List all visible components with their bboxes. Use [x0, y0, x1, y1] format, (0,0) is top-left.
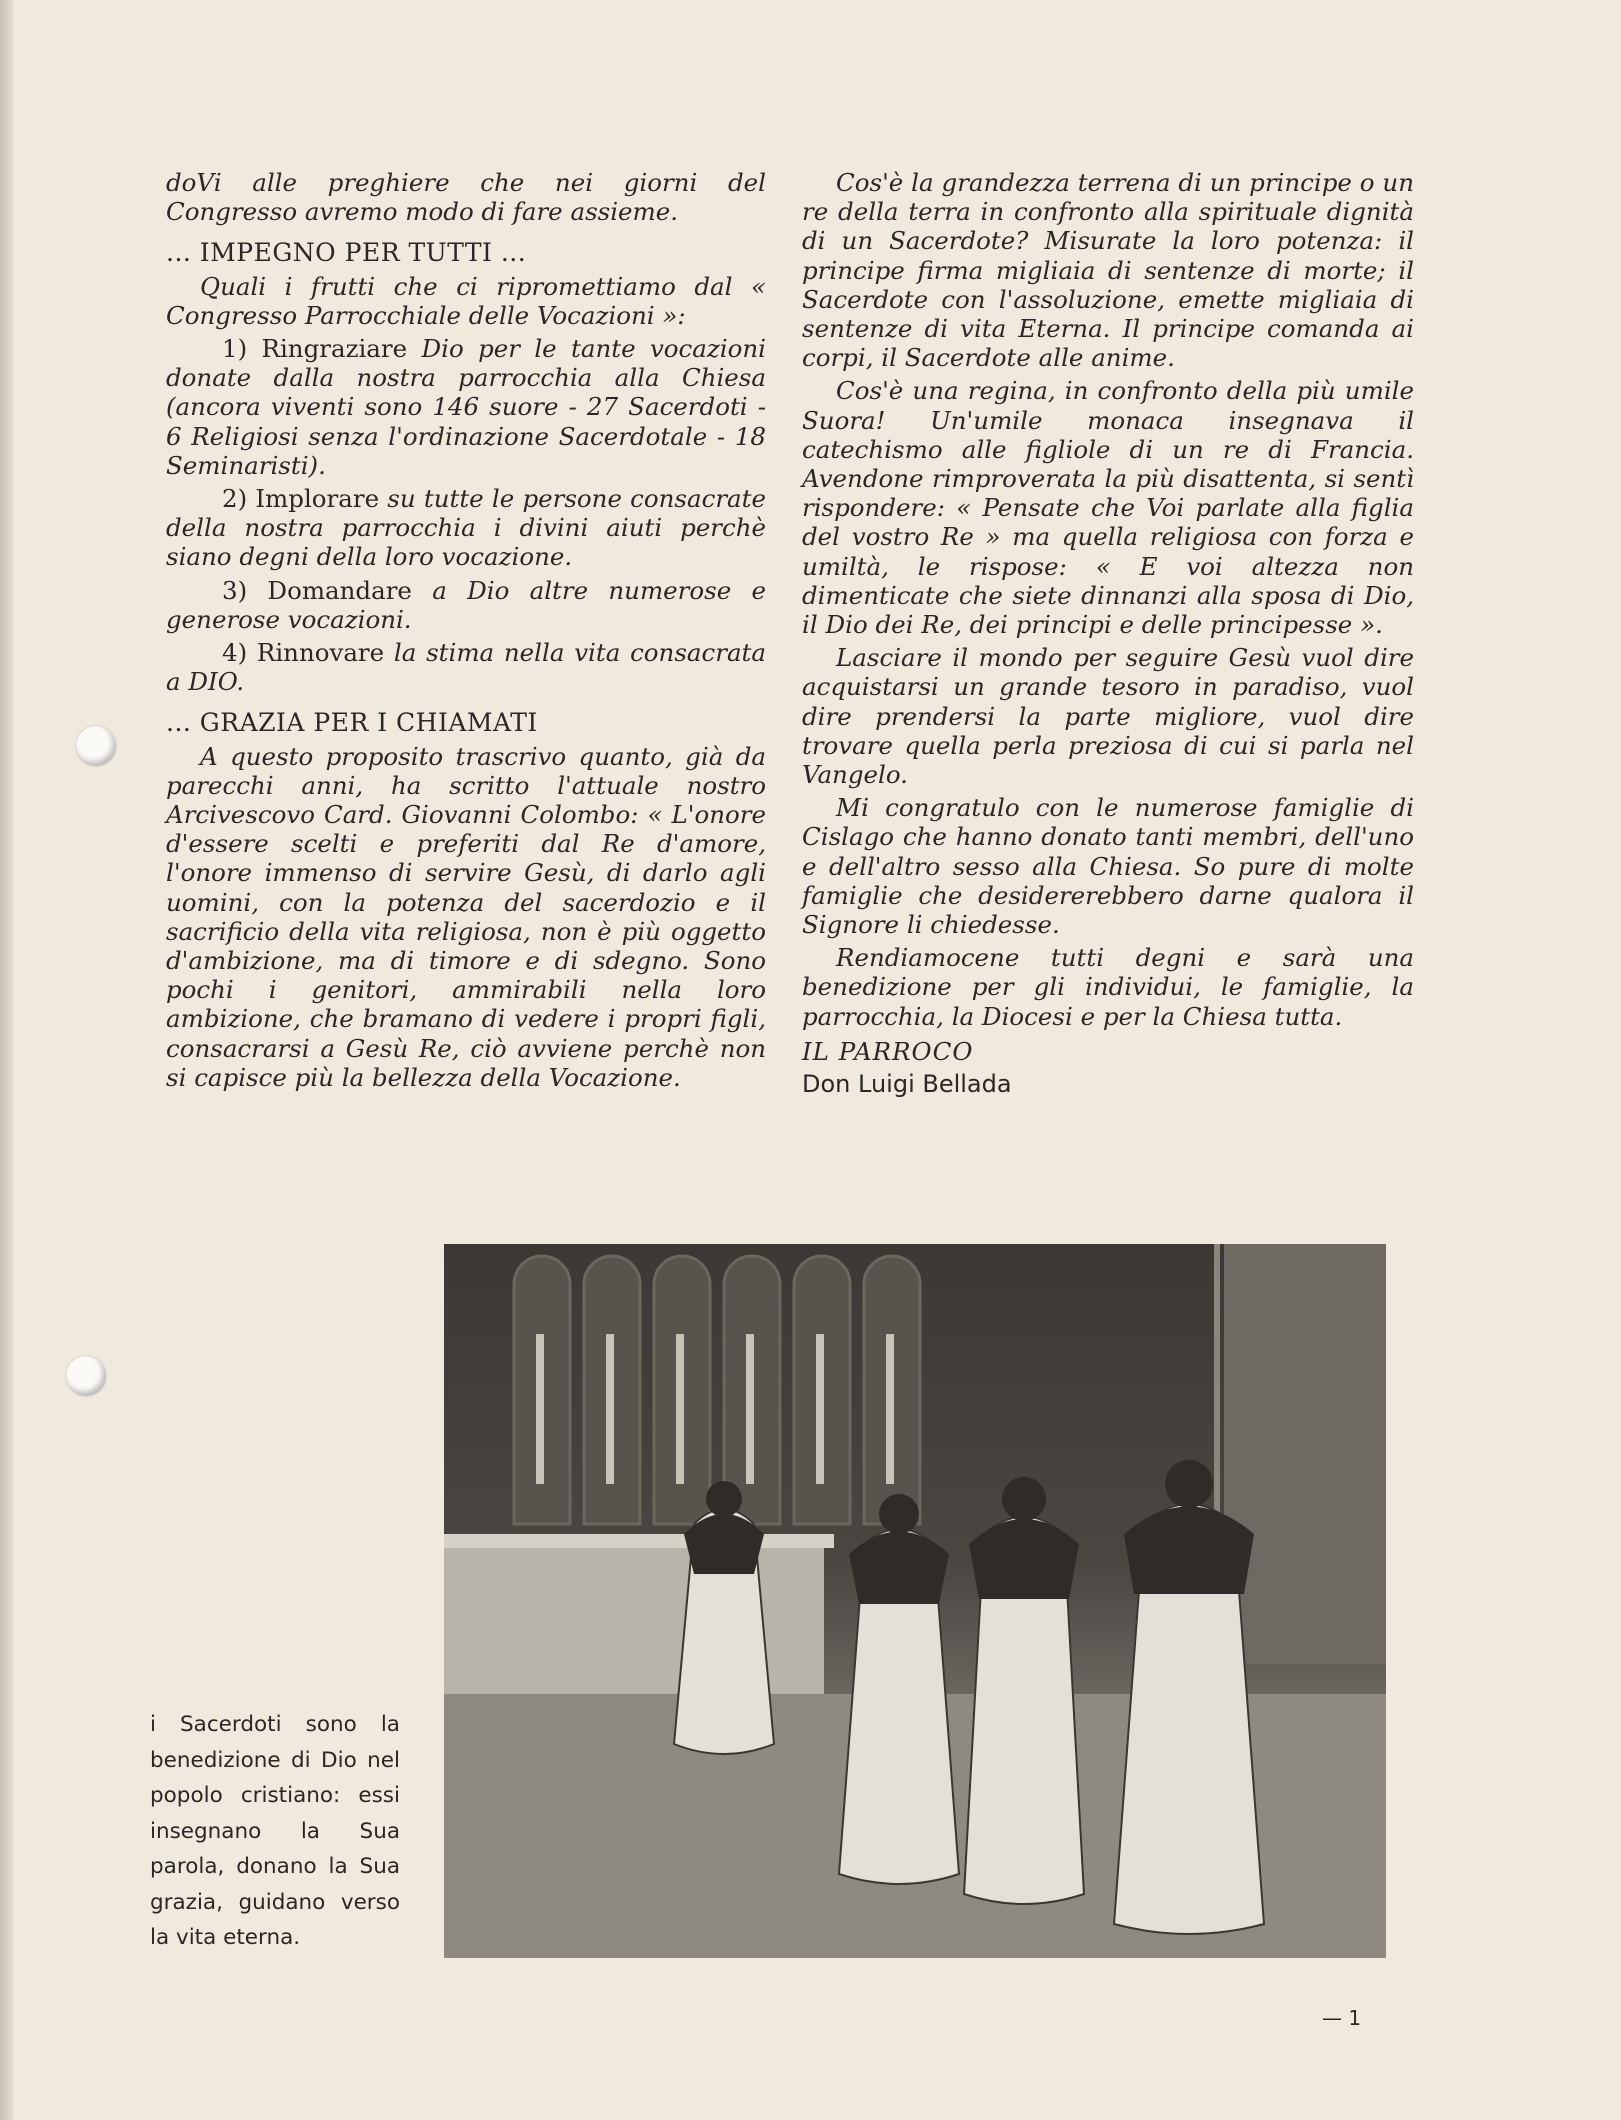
binding-edge	[0, 0, 14, 2120]
paragraph: Rendiamocene tutti degni e sarà una benedizione per gli individui, le famiglie, la parrocchia, la Diocesi e per la Chiesa tutta.	[802, 943, 1414, 1031]
paragraph: Cos'è una regina, in confronto della più umile Suora! Un'umile monaca insegnava il catechismo alle figliole di un re di Francia. Avendone rimproverata la più disattenta, si sentì rispondere: « Pensate che Voi parlate alla figlia del vostro Re » ma quella religiosa con forza e umiltà, le rispose: « E voi altezza non dimenticate che siete dinnanzi alla sposa di Dio, il Dio dei Re, dei principi e delle principesse ».	[802, 376, 1414, 640]
list-item-lead: 2) Implorare	[222, 484, 380, 514]
left-column	[166, 168, 766, 1096]
page-number: — 1	[1322, 2006, 1362, 2030]
paragraph: Mi congratulo con le numerose famiglie di Cislago che hanno donato tanti membri, dell'uno e dell'altro sesso alla Chiesa. So pure di molte famiglie che desidererebbero darne qualora il Signore li chiedesse.	[802, 793, 1414, 940]
list-item-text: su tutte le persone consacrate della nostra parrocchia i divini aiuti perchè siano degni della loro vocazione.	[166, 484, 766, 572]
punch-hole-bottom	[66, 1356, 106, 1396]
signature-name: Don Luigi Bellada	[802, 1070, 1012, 1099]
paragraph: Lasciare il mondo per seguire Gesù vuol dire acquistarsi un grande tesoro in paradiso, vuol dire prendersi la parte migliore, vuol dire trovare quella perla preziosa di cui si parla nel Vangelo.	[802, 643, 1414, 790]
signature-title: IL PARROCO	[802, 1036, 974, 1066]
list-item-text: la stima nella vita consacrata a DIO.	[166, 638, 766, 697]
photo-priests-at-altar	[444, 1244, 1386, 1958]
photo-caption: i Sacerdoti sono la benedizione di Dio nel popolo cristiano: essi insegnano la Sua parola, donano la Sua grazia, guidano verso la vita eterna.	[150, 1712, 400, 1950]
punch-hole-top	[76, 726, 116, 766]
list-item-lead: 3) Domandare	[222, 575, 412, 605]
paragraph: A questo proposito trascrivo quanto, già da parecchi anni, ha scritto l'attuale nostro Arcivescovo Card. Giovanni Colombo: « L'onore d'essere scelti e preferiti dal Re d'amore, l'onore immenso di servire Gesù, di darlo agli uomini, con la potenza del sacerdozio e il sacrificio della vita religiosa, non è più oggetto d'ambizione, ma di timore e di sdegno. Sono pochi i genitori, ammirabili nella loro ambizione, che bramano di vedere i propri figli, consacrarsi a Gesù Re, ciò avviene perchè non si capisce più la bellezza della Vocazione.	[166, 741, 766, 1092]
list-item-text: Dio per le tante vocazioni donate dalla nostra parrocchia alla Chiesa (ancora viventi sono 146 suore - 27 Sacerdoti - 6 Religiosi senza l'ordinazione Sacerdotale - 18 Seminaristi).	[166, 334, 766, 480]
list-item	[166, 484, 766, 572]
section-heading-impegno: ... IMPEGNO PER TUTTI ...	[166, 238, 527, 268]
list-item	[166, 334, 766, 480]
list-item-text: a Dio altre numerose e generose vocazioni.	[166, 575, 766, 634]
list-item-lead: 1) Ringraziare	[222, 334, 408, 364]
list-item-lead: 4) Rinnovare	[222, 638, 385, 668]
section-heading-grazia: ... GRAZIA PER I CHIAMATI	[166, 708, 538, 738]
paragraph: Cos'è la grandezza terrena di un principe o un re della terra in confronto alla spirituale dignità di un Sacerdote? Misurate la loro potenza: il principe firma migliaia di sentenze di morte; il Sacerdote con l'assoluzione, emette migliaia di sentenze di vita Eterna. Il principe comanda ai corpi, il Sacerdote alle anime.	[802, 168, 1414, 373]
list-item	[166, 638, 766, 696]
photo-illustration	[444, 1244, 1386, 1958]
paragraph: doVi alle preghiere che nei giorni del Congresso avremo modo di fare assieme.	[166, 168, 766, 227]
paragraph: Quali i frutti che ci ripromettiamo dal « Congresso Parrocchiale delle Vocazioni »:	[166, 271, 766, 330]
list-item	[166, 576, 766, 634]
right-column	[802, 168, 1414, 1103]
